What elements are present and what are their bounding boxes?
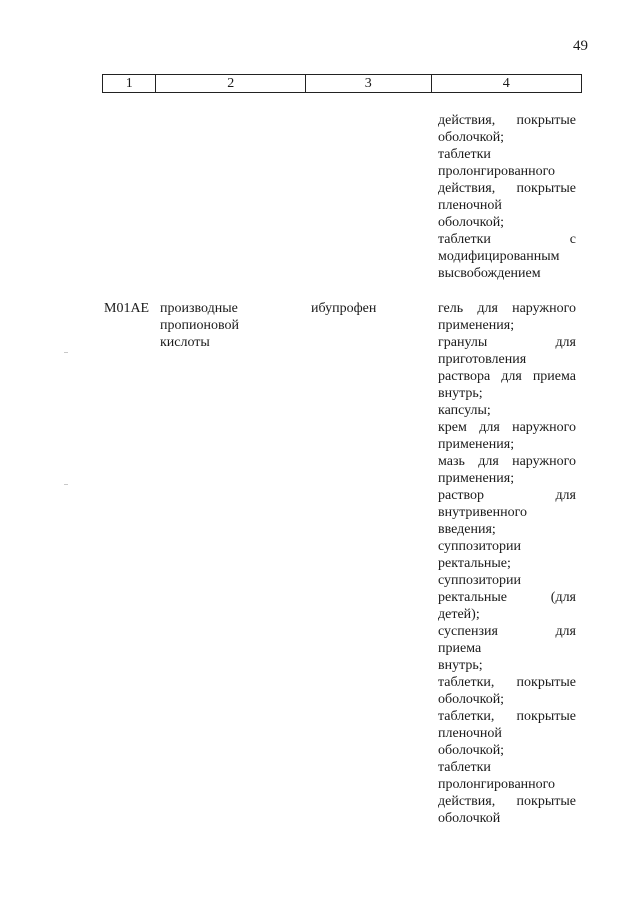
dosage-form-line: оболочкой; xyxy=(438,215,505,230)
header-col-2: 2 xyxy=(156,75,305,93)
group-line: кислоты xyxy=(160,335,210,350)
dosage-form-line: пролонгированного xyxy=(438,164,556,179)
group-line: производные xyxy=(160,301,238,316)
dosage-form-line: капсулы; xyxy=(438,403,491,418)
dosage-form-line: оболочкой xyxy=(438,811,501,826)
dosage-form-line: внутрь; xyxy=(438,386,483,401)
dosage-form-line: крем для наружного xyxy=(438,420,576,435)
dosage-form-line: суспензия для xyxy=(438,624,576,639)
dosage-form-line: суппозитории xyxy=(438,539,521,554)
dosage-form-line: таблетки, покрытые xyxy=(438,709,576,724)
dosage-form-line: гель для наружного xyxy=(438,301,576,316)
dosage-form-line: внутрь; xyxy=(438,658,483,673)
dosage-form-line: ректальные (для xyxy=(438,590,576,605)
dosage-form-line: мазь для наружного xyxy=(438,454,576,469)
dosage-form-line: ректальные; xyxy=(438,556,511,571)
dosage-form-line: введения; xyxy=(438,522,496,537)
dosage-form-line: применения; xyxy=(438,437,515,452)
dosage-form-line: пленочной xyxy=(438,726,502,741)
dosage-form-line: раствор для xyxy=(438,488,576,503)
active-substance: ибупрофен xyxy=(311,301,377,316)
header-row xyxy=(103,75,582,93)
dosage-form-line: действия, покрытые xyxy=(438,794,576,809)
dosage-form-line: раствора для приема xyxy=(438,369,576,384)
dosage-form-line: оболочкой; xyxy=(438,692,505,707)
dosage-form-line: внутривенного xyxy=(438,505,528,520)
dosage-form-line: применения; xyxy=(438,318,515,333)
dosage-form-line: действия, покрытые xyxy=(438,113,576,128)
dosage-form-line: применения; xyxy=(438,471,515,486)
scan-mark xyxy=(64,484,68,485)
scan-mark xyxy=(64,352,68,353)
pharmacological-group xyxy=(160,300,239,351)
dosage-form-line: таблетки с xyxy=(438,232,576,247)
dosage-form-line: оболочкой; xyxy=(438,130,505,145)
dosage-form-line: приготовления xyxy=(438,352,527,367)
atc-code: M01AE xyxy=(104,301,150,316)
dosage-form-line: высвобождением xyxy=(438,266,541,281)
dosage-form-line: оболочкой; xyxy=(438,743,505,758)
dosage-form-line: гранулы для xyxy=(438,335,576,350)
page-number: 49 xyxy=(573,38,588,54)
dosage-form-line: модифицированным xyxy=(438,249,560,264)
header-col-3: 3 xyxy=(305,75,431,93)
header-col-1: 1 xyxy=(103,75,156,93)
dosage-form-line: пролонгированного xyxy=(438,777,556,792)
dosage-form-line: таблетки, покрытые xyxy=(438,675,576,690)
dosage-forms xyxy=(438,300,576,827)
dosage-form-line: таблетки xyxy=(438,147,491,162)
column-number-header xyxy=(102,74,582,93)
dosage-form-line: детей); xyxy=(438,607,480,622)
dosage-form-line: пленочной xyxy=(438,198,502,213)
continuation-dosage-forms xyxy=(438,112,576,282)
group-line: пропионовой xyxy=(160,318,239,333)
dosage-form-line: таблетки xyxy=(438,760,491,775)
dosage-form-line: действия, покрытые xyxy=(438,181,576,196)
dosage-form-line: приема xyxy=(438,641,482,656)
header-col-4: 4 xyxy=(431,75,581,93)
dosage-form-line: суппозитории xyxy=(438,573,521,588)
